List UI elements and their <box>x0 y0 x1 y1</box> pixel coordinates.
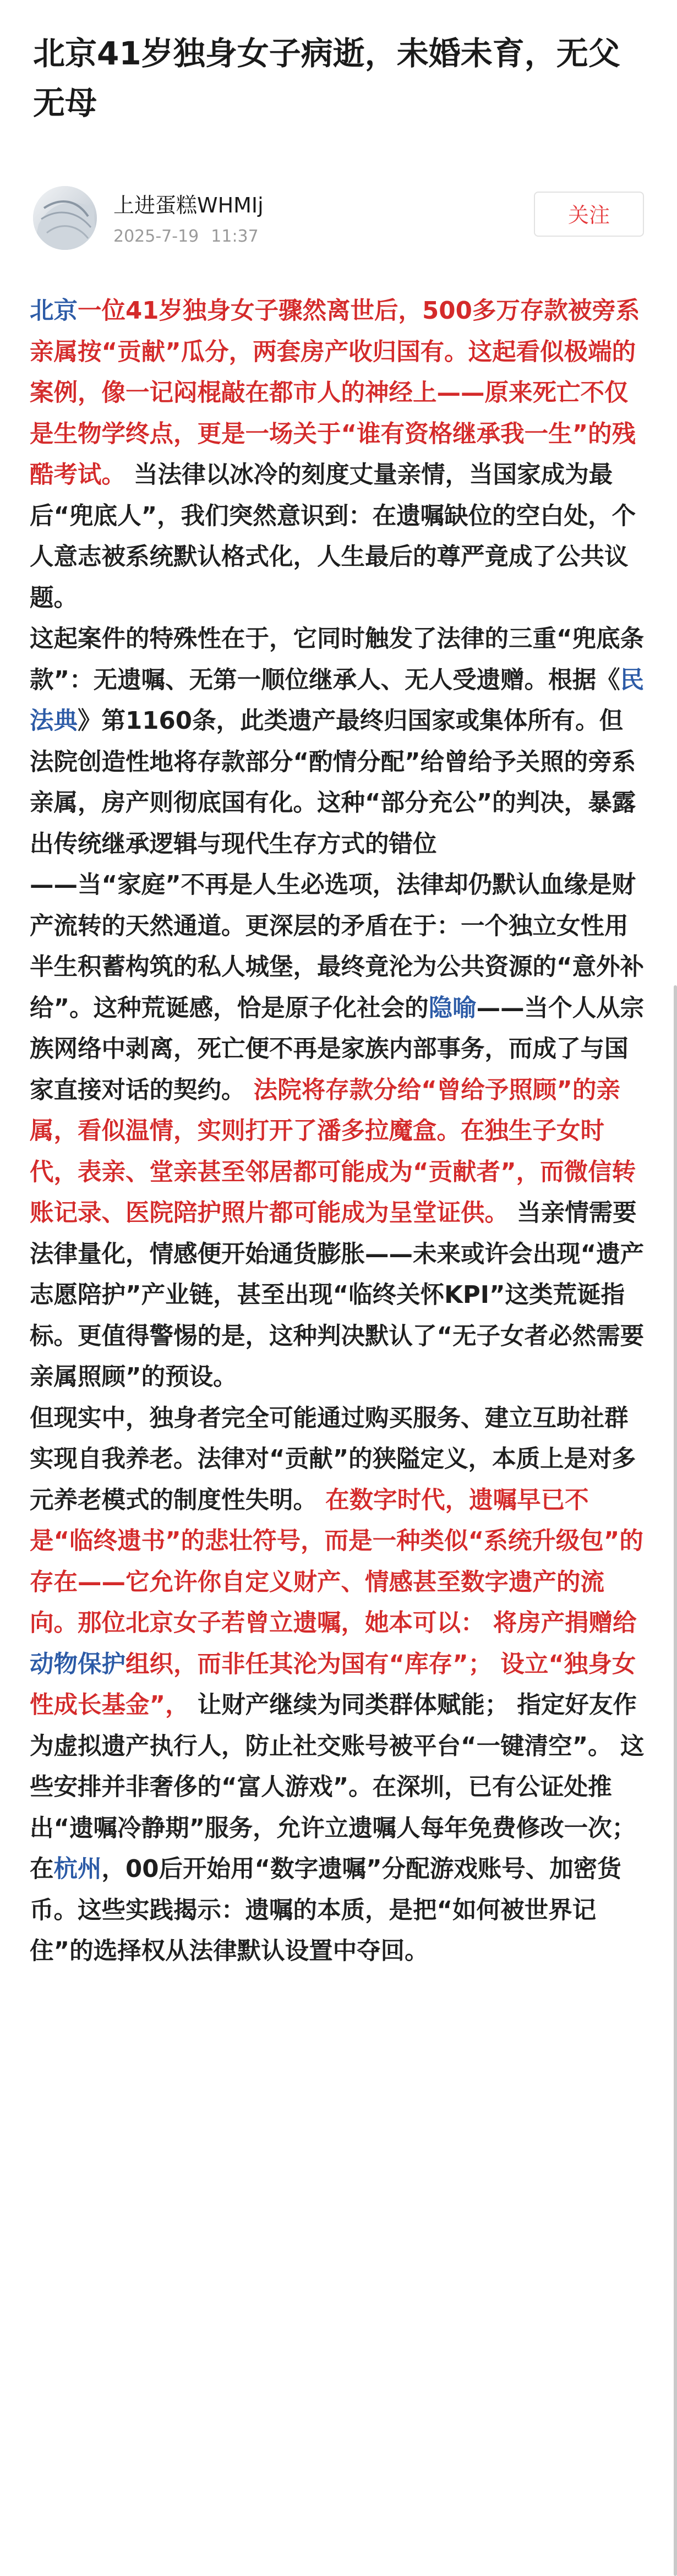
post-date: 2025-7-19 <box>113 227 199 246</box>
text-span: 这起案件的特殊性在于，它同时触发了法律的三重“兜底条款”：无遗嘱、无第一顺位继承人、无人受遗赠。根据《 <box>30 625 645 694</box>
article-title: 北京41岁独身女子病逝，未婚未育，无父无母 <box>33 35 620 122</box>
scrollbar[interactable] <box>674 985 677 2576</box>
keyword-link[interactable]: 民法典 <box>30 666 645 735</box>
text-span: ——当个人从宗族网络中剥离，死亡便不再是家族内部事务，而成了与国家直接对话的契约。 <box>30 994 645 1104</box>
follow-button[interactable]: 关注 <box>534 192 644 237</box>
author-row <box>33 186 644 252</box>
highlight-text: 在数字时代，遗嘱早已不是“临终遗书”的悲壮符号，而是一种类似“系统升级包”的存在——它允许你自定义财产、情感甚至数字遗产的流向。那位北京女子若曾立遗嘱，她本可以： 将房产捐赠给 <box>30 1486 643 1637</box>
post-meta <box>113 226 271 248</box>
highlight-text: 组织，而非任其沦为国有“库存”； 设立“独身女性成长基金”， <box>30 1650 636 1719</box>
text-span: 当亲情需要法律量化，情感便开始通货膨胀——未来或许会出现“遗产志愿陪护”产业链，甚至出现“临终关怀KPI”这类荒诞指标。更值得警惕的是，这种判决默认了“无子女者必然需要亲属照顾”的预设。 <box>30 1199 645 1391</box>
post-time: 11:37 <box>211 227 259 246</box>
paragraph-2 <box>30 619 646 865</box>
text-span: ，00后开始用“数字遗嘱”分配游戏账号、加密货币。这些实践揭示：遗嘱的本质，是把“如何被世界记住”的选择权从法律默认设置中夺回。 <box>30 1855 621 1965</box>
paragraph-3 <box>30 865 646 1398</box>
text-span: 北京 <box>30 297 78 325</box>
keyword-link[interactable]: 杭州 <box>53 1855 102 1883</box>
paragraph-1 <box>30 291 646 619</box>
avatar[interactable] <box>33 186 97 250</box>
text-span: 》第1160条，此类遗产最终归国家或集体所有。但法院创造性地将存款部分“酌情分配”给曾给予关照的旁系亲属，房产则彻底国有化。这种“部分充公”的判决，暴露出传统继承逻辑与现代生存方式的错位 <box>30 707 636 858</box>
paragraph-4 <box>30 1398 646 1972</box>
author-name[interactable]: 上进蛋糕WHMIj <box>113 193 264 217</box>
text-span: 让财产继续为同类群体赋能； 指定好友作为虚拟遗产执行人，防止社交账号被平台“一键清空”。 这些安排并非奢侈的“富人游戏”。在深圳，已有公证处推出“遗嘱冷静期”服务，允许立遗嘱人每年免费修改一次；在 <box>30 1691 645 1883</box>
keyword-link[interactable]: 隐喻 <box>428 994 477 1022</box>
highlight-text: 法院将存款分给“曾给予照顾”的亲属，看似温情，实则打开了潘多拉魔盒。在独生子女时代，表亲、堂亲甚至邻居都可能成为“贡献者”，而微信转账记录、医院陪护照片都可能成为呈堂证供。 <box>30 1076 636 1227</box>
avatar-image-icon <box>33 186 97 250</box>
text-span: 当法律以冰冷的刻度丈量亲情，当国家成为最后“兜底人”，我们突然意识到：在遗嘱缺位的空白处，个人意志被系统默认格式化，人生最后的尊严竟成了公共议题。 <box>30 461 636 612</box>
highlight-text: 一位41岁独身女子骤然离世后，500多万存款被旁系亲属按“贡献”瓜分，两套房产收归国有。这起看似极端的案例，像一记闷棍敲在都市人的神经上——原来死亡不仅是生物学终点，更是一场关于“谁有资格继承我一生”的残酷考试。 <box>30 297 640 489</box>
keyword-link[interactable]: 动物保护 <box>30 1650 125 1678</box>
text-span: 但现实中，独身者完全可能通过购买服务、建立互助社群实现自我养老。法律对“贡献”的狭隘定义，本质上是对多元养老模式的制度性失明。 <box>30 1404 636 1514</box>
article-body <box>30 291 646 1972</box>
text-span: ——当“家庭”不再是人生必选项，法律却仍默认血缘是财产流转的天然通道。更深层的矛盾在于：一个独立女性用半生积蓄构筑的私人城堡，最终竟沦为公共资源的“意外补给”。这种荒诞感，恰是原子化社会的 <box>30 871 645 1022</box>
